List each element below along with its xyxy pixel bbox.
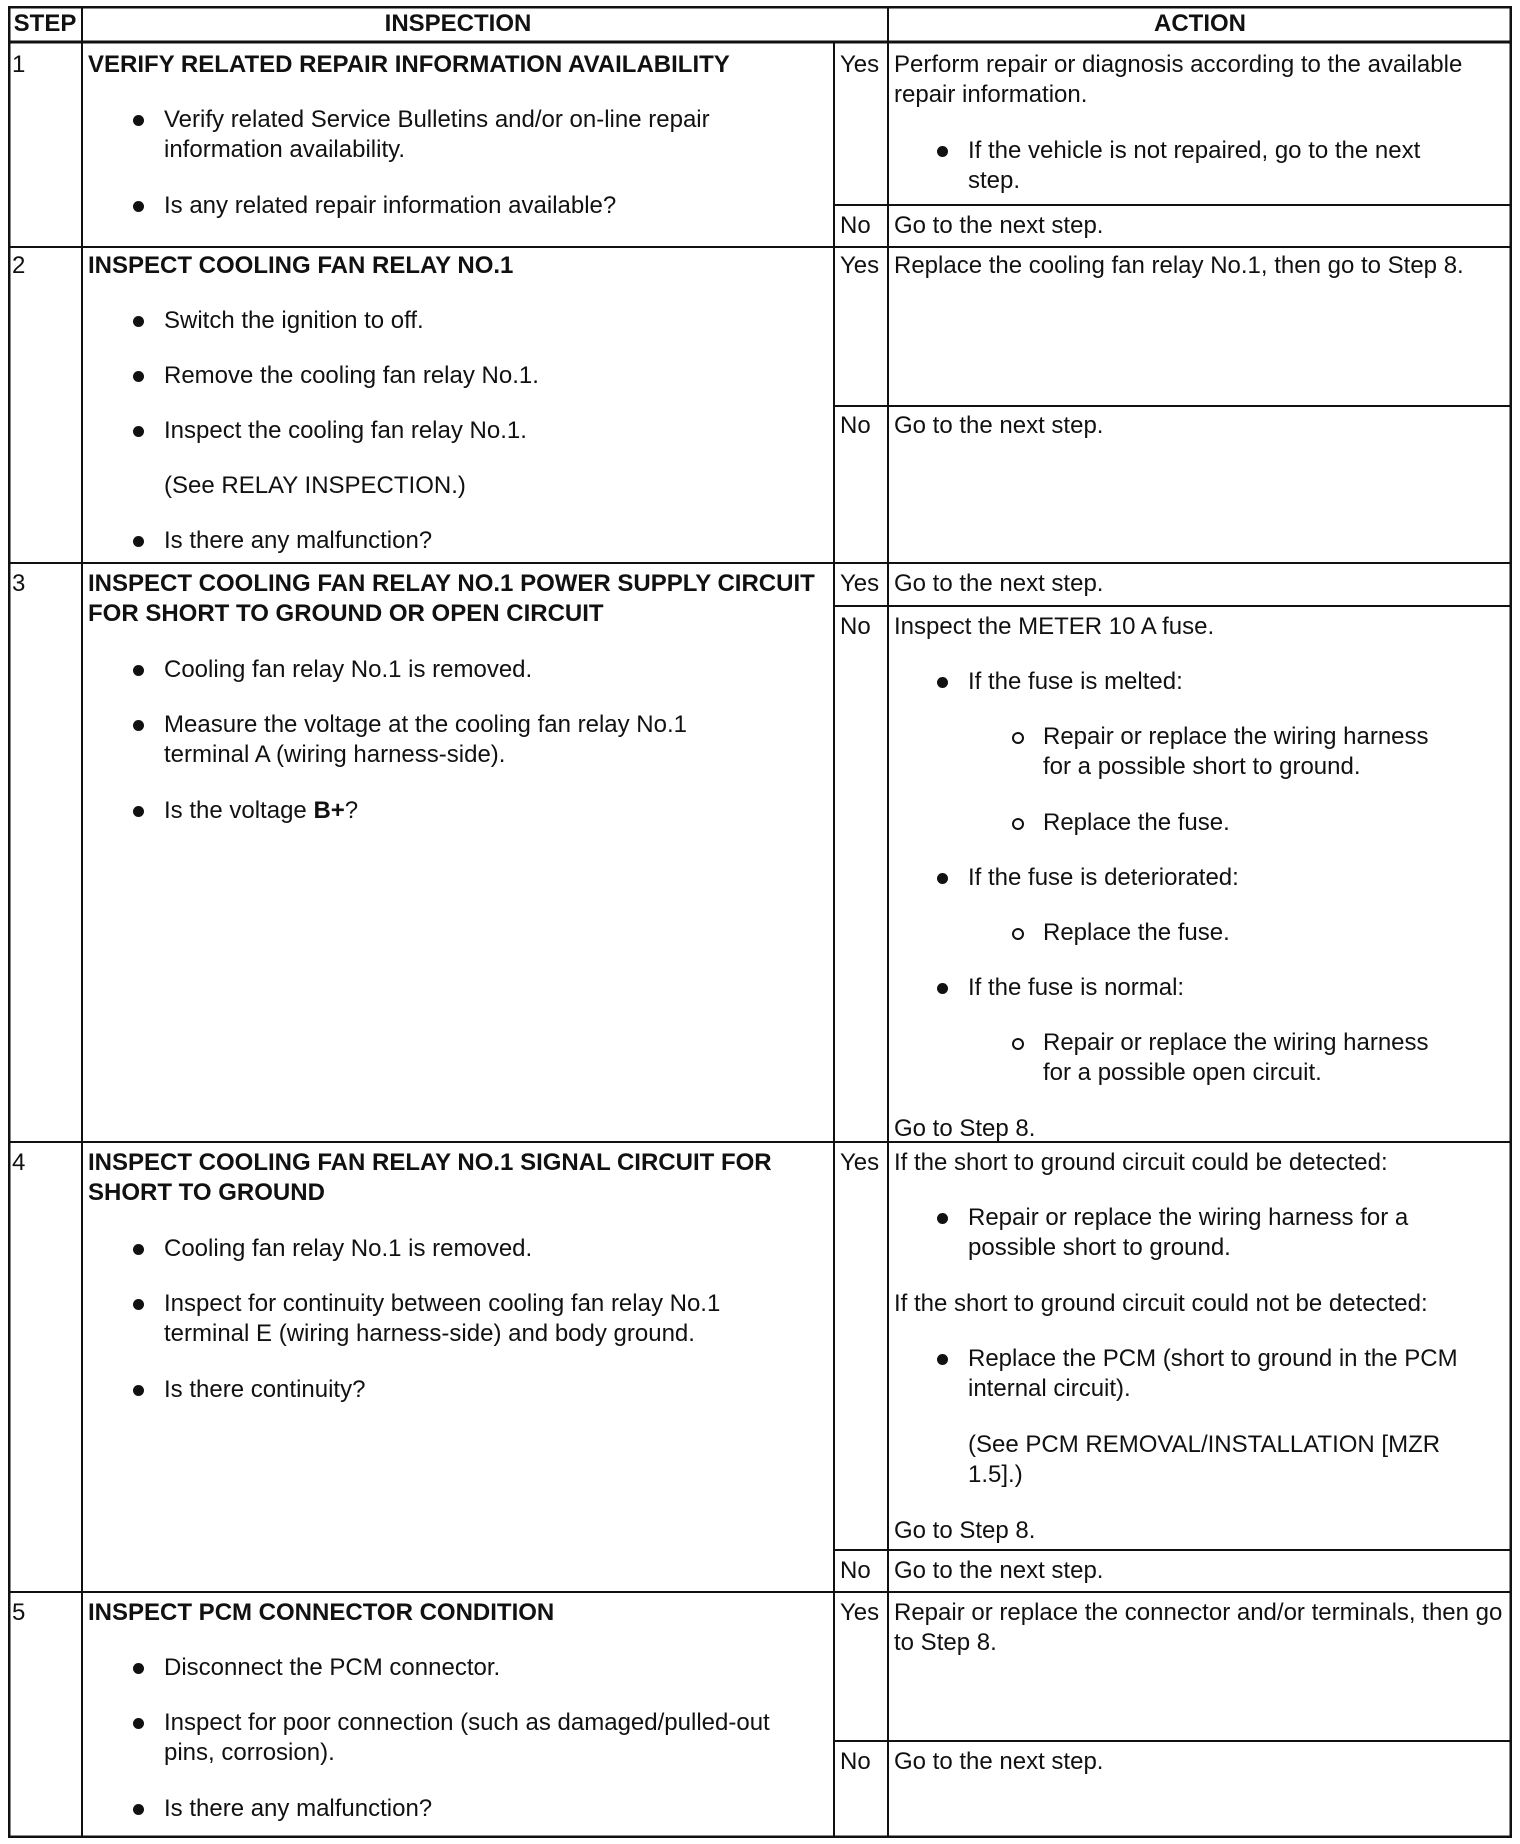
step-number: 2 bbox=[12, 252, 26, 279]
step-number: 5 bbox=[12, 1599, 26, 1626]
yes-action: Replace the cooling fan relay No.1, then go to Step 8. bbox=[894, 252, 1464, 279]
yes-label: Yes bbox=[840, 1149, 880, 1176]
action-end: Go to Step 8. bbox=[894, 1115, 1036, 1142]
no-label: No bbox=[840, 613, 871, 640]
inspection-bullet: Verify related Service Bulletins and/or on-line repair information availability. bbox=[164, 105, 824, 165]
inspection-note: (See RELAY INSPECTION.) bbox=[164, 472, 466, 499]
inspection-bullet: Inspect for continuity between cooling fan relay No.1 terminal E (wiring harness-side) and body ground. bbox=[164, 1289, 784, 1349]
no-label: No bbox=[840, 212, 871, 239]
step-number: 3 bbox=[12, 570, 26, 597]
no-action: Inspect the METER 10 A fuse. bbox=[894, 613, 1215, 640]
inspection-bullet: Measure the voltage at the cooling fan relay No.1 terminal A (wiring harness-side). bbox=[164, 710, 754, 770]
action-sub-bullet: Repair or replace the wiring harness for a possible short to ground. bbox=[1043, 722, 1463, 782]
no-action: Go to the next step. bbox=[894, 212, 1104, 239]
action-sub-bullet: Repair or replace the wiring harness for a possible open circuit. bbox=[1043, 1028, 1463, 1088]
yes-action: If the short to ground circuit could be detected: bbox=[894, 1149, 1388, 1176]
step-title: INSPECT COOLING FAN RELAY NO.1 POWER SUPPLY CIRCUIT FOR SHORT TO GROUND OR OPEN CIRCUIT bbox=[88, 570, 815, 627]
inspection-bullet: Cooling fan relay No.1 is removed. bbox=[164, 1234, 824, 1264]
voltage-value: B+ bbox=[313, 797, 345, 824]
yes-label: Yes bbox=[840, 570, 880, 597]
header-action: ACTION bbox=[1154, 10, 1246, 37]
action-bullet: If the fuse is normal: bbox=[968, 973, 1488, 1003]
inspection-bullet: Is there continuity? bbox=[164, 1375, 824, 1405]
step-title: INSPECT PCM CONNECTOR CONDITION bbox=[88, 1599, 555, 1626]
no-action: Go to the next step. bbox=[894, 1748, 1104, 1775]
no-label: No bbox=[840, 412, 871, 439]
header-inspection: INSPECTION bbox=[384, 10, 532, 37]
inspection-bullet: Disconnect the PCM connector. bbox=[164, 1653, 824, 1683]
header-step: STEP bbox=[13, 10, 77, 37]
action-sub-bullet: Replace the fuse. bbox=[1043, 918, 1463, 948]
inspection-bullet bbox=[164, 796, 824, 826]
yes-action: Repair or replace the connector and/or terminals, then go to Step 8. bbox=[894, 1599, 1503, 1656]
inspection-bullet: Cooling fan relay No.1 is removed. bbox=[164, 655, 824, 685]
yes-action: If the short to ground circuit could not be detected: bbox=[894, 1290, 1428, 1317]
step-title: INSPECT COOLING FAN RELAY NO.1 SIGNAL CIRCUIT FOR SHORT TO GROUND bbox=[88, 1149, 772, 1206]
no-action: Go to the next step. bbox=[894, 1557, 1104, 1584]
step-number: 4 bbox=[12, 1149, 26, 1176]
action-bullet: Repair or replace the wiring harness for a possible short to ground. bbox=[968, 1203, 1468, 1263]
diagnostic-table bbox=[8, 6, 1512, 1838]
no-label: No bbox=[840, 1748, 871, 1775]
action-bullet: Replace the PCM (short to ground in the PCM internal circuit). bbox=[968, 1344, 1468, 1404]
inspection-bullet: Remove the cooling fan relay No.1. bbox=[164, 361, 824, 391]
inspection-bullet: Is any related repair information available? bbox=[164, 191, 824, 221]
inspection-bullet: Inspect for poor connection (such as damaged/pulled-out pins, corrosion). bbox=[164, 1708, 804, 1768]
inspection-bullet: Is there any malfunction? bbox=[164, 526, 824, 556]
action-sub-bullet: Replace the fuse. bbox=[1043, 808, 1463, 838]
inspection-bullet: Inspect the cooling fan relay No.1. bbox=[164, 416, 824, 446]
no-action: Go to the next step. bbox=[894, 412, 1104, 439]
inspection-bullet: Is there any malfunction? bbox=[164, 1794, 824, 1824]
yes-label: Yes bbox=[840, 1599, 880, 1626]
voltage-question: Is the voltage bbox=[164, 797, 314, 824]
yes-action: Perform repair or diagnosis according to the available repair information. bbox=[894, 51, 1463, 108]
voltage-qmark: ? bbox=[344, 797, 359, 824]
yes-action: Go to the next step. bbox=[894, 570, 1104, 597]
action-bullet: If the fuse is deteriorated: bbox=[968, 863, 1488, 893]
step-number: 1 bbox=[12, 51, 26, 78]
step-title: INSPECT COOLING FAN RELAY NO.1 bbox=[88, 252, 514, 279]
action-note: (See PCM REMOVAL/INSTALLATION [MZR 1.5].) bbox=[968, 1431, 1441, 1488]
inspection-bullet: Switch the ignition to off. bbox=[164, 306, 824, 336]
action-end: Go to Step 8. bbox=[894, 1517, 1036, 1544]
action-bullet: If the vehicle is not repaired, go to the next step. bbox=[968, 136, 1468, 196]
yes-label: Yes bbox=[840, 252, 880, 279]
yes-label: Yes bbox=[840, 51, 880, 78]
no-label: No bbox=[840, 1557, 871, 1584]
action-bullet: If the fuse is melted: bbox=[968, 667, 1488, 697]
step-title: VERIFY RELATED REPAIR INFORMATION AVAILABILITY bbox=[88, 51, 730, 78]
